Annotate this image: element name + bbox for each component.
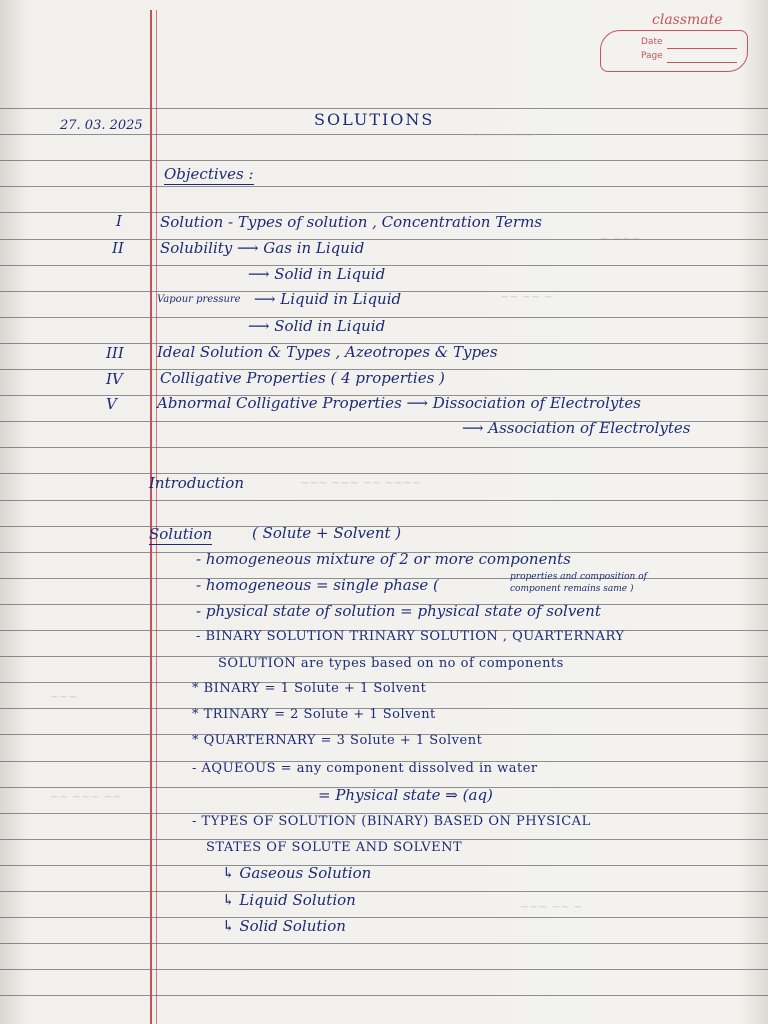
page-title: SOLUTIONS — [314, 110, 435, 129]
date-label: Date — [641, 37, 663, 47]
point-text: - homogeneous = single phase ( — [196, 576, 439, 594]
ruled-line — [0, 447, 768, 448]
vapour-pressure-label: Vapour pressure — [157, 294, 241, 305]
point-text: STATES OF SOLUTE AND SOLVENT — [206, 840, 463, 855]
bleed-mark: ~ ~~~ — [600, 232, 641, 245]
bleed-mark: ~~ ~~~ ~~ — [50, 790, 122, 803]
objectives-heading: Objectives : — [164, 165, 254, 183]
objective-number: III — [106, 344, 124, 362]
objective-text: ⟶ Solid in Liquid — [248, 317, 386, 335]
objective-text: Solution - Types of solution , Concentration Terms — [160, 213, 543, 231]
solution-heading: Solution — [149, 525, 213, 543]
bleed-mark: ~~~ ~~ ~ — [520, 900, 583, 913]
objective-number: II — [112, 239, 124, 257]
point-text: * QUARTERNARY = 3 Solute + 1 Solvent — [192, 733, 483, 748]
point-text: * BINARY = 1 Solute + 1 Solvent — [192, 681, 427, 696]
bleed-mark: ~~~ ~ ~~ — [470, 128, 533, 141]
margin-line — [150, 10, 152, 1024]
page-date: 27. 03. 2025 — [60, 118, 143, 133]
point-text: = Physical state ⇒ (aq) — [318, 786, 493, 804]
ruled-line — [0, 917, 768, 918]
point-text: ↳ Solid Solution — [222, 917, 346, 935]
ruled-line — [0, 160, 768, 161]
point-text: - physical state of solution = physical state of solvent — [196, 602, 601, 620]
point-text: SOLUTION are types based on no of components — [218, 656, 564, 671]
ruled-line — [0, 500, 768, 501]
ruled-line — [0, 473, 768, 474]
ruled-line — [0, 891, 768, 892]
objective-text: ⟶ Association of Electrolytes — [462, 419, 691, 437]
objective-number: IV — [106, 370, 123, 388]
brand-logo: classmate — [652, 12, 723, 28]
page-label: Page — [641, 51, 663, 61]
point-text: ↳ Liquid Solution — [222, 891, 356, 909]
point-text: ↳ Gaseous Solution — [222, 864, 372, 882]
point-text: - AQUEOUS = any component dissolved in water — [192, 761, 538, 776]
single-phase-note: properties and composition of — [510, 572, 647, 582]
point-text: - homogeneous mixture of 2 or more components — [196, 550, 571, 568]
single-phase-note: component remains same ) — [510, 584, 634, 594]
objective-text: Abnormal Colligative Properties ⟶ Dissociation of Electrolytes — [157, 394, 641, 412]
ruled-line — [0, 186, 768, 187]
point-text: - BINARY SOLUTION TRINARY SOLUTION , QUARTERNARY — [196, 629, 625, 644]
introduction-heading: Introduction — [149, 474, 244, 492]
bleed-mark: ~~ ~~ ~ — [500, 290, 554, 303]
objective-text: ⟶ Liquid in Liquid — [254, 290, 402, 308]
ruled-line — [0, 943, 768, 944]
ruled-line — [0, 865, 768, 866]
objective-number: I — [116, 212, 122, 230]
objective-text: Ideal Solution & Types , Azeotropes & Types — [157, 343, 498, 361]
date-page-box — [600, 30, 748, 72]
point-text: - TYPES OF SOLUTION (BINARY) BASED ON PHYSICAL — [192, 814, 591, 829]
point-text: * TRINARY = 2 Solute + 1 Solvent — [192, 707, 436, 722]
bleed-mark: ~~~ ~~~ ~~ ~~~~ — [300, 476, 422, 489]
solution-definition: ( Solute + Solvent ) — [252, 524, 402, 542]
objective-text: ⟶ Solid in Liquid — [248, 265, 386, 283]
classmate-brand — [600, 6, 752, 72]
objective-number: V — [106, 395, 117, 413]
margin-line-inner — [156, 10, 157, 1024]
objective-text: Colligative Properties ( 4 properties ) — [160, 369, 445, 387]
objective-text: Solubility ⟶ Gas in Liquid — [160, 239, 365, 257]
ruled-line — [0, 108, 768, 109]
ruled-line — [0, 995, 768, 996]
ruled-line — [0, 969, 768, 970]
date-line — [667, 48, 737, 49]
page-line — [667, 62, 737, 63]
bleed-mark: ~~~ — [50, 690, 78, 703]
